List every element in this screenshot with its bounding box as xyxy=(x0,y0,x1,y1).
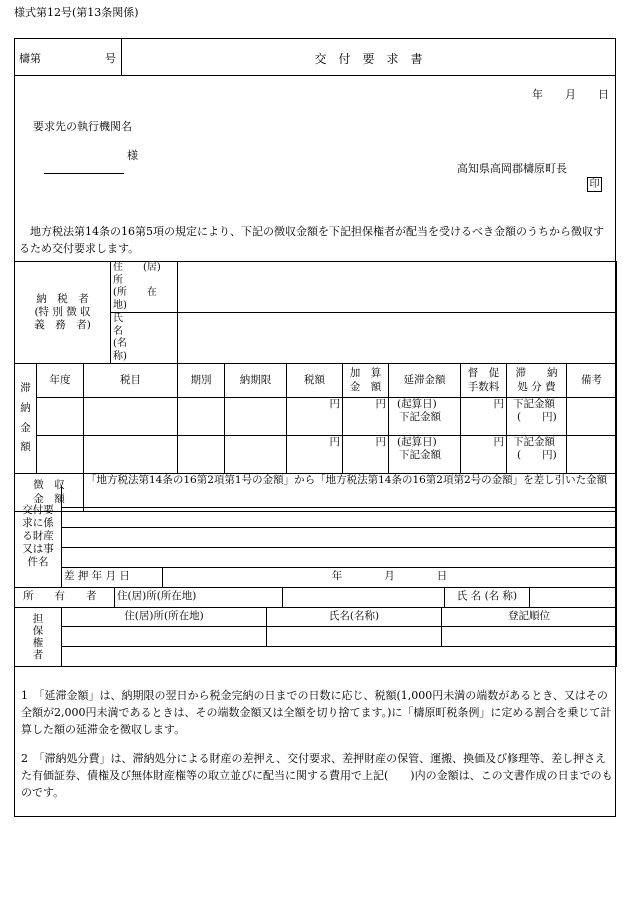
owner-label: 所 有 者 xyxy=(15,587,115,607)
arrears-row xyxy=(15,398,617,436)
below-amount-label: 下記金額 xyxy=(513,436,556,448)
note-2: 2 「滞納処分費」は、滞納処分による財産の差押え、交付要求、差押財産の保管、運搬、換価及び修理等、差し押さえた有価証券、債権及び無体財産権等の取立並びに配当に関する費用で上記( )内の金額は、この文書作成の日までのものです。 xyxy=(21,752,613,800)
doc-number-suffix: 号 xyxy=(105,52,116,65)
holder-name-cell[interactable] xyxy=(267,626,442,646)
below-amount-label: 下記金額 xyxy=(399,411,442,424)
owner-address-label: 住(居)所(所在地) xyxy=(115,587,283,607)
recipient-name-line xyxy=(44,159,124,174)
holder-address-cell[interactable] xyxy=(62,626,267,646)
below-amount-label: 下記金額 xyxy=(399,449,442,462)
col-due-date: 納期限 xyxy=(225,364,287,398)
seal-mark: 印 xyxy=(587,177,602,192)
start-date-label: (起算日) xyxy=(397,398,437,410)
property-line[interactable] xyxy=(62,527,617,547)
cell-additional-amount[interactable] xyxy=(343,436,389,474)
cell-due-date[interactable] xyxy=(225,398,287,436)
yen-unit: 円 xyxy=(375,436,387,448)
document-frame xyxy=(14,38,616,817)
cell-late-fee[interactable] xyxy=(389,436,461,474)
owner-address-value[interactable] xyxy=(283,587,445,607)
cell-fiscal-year[interactable] xyxy=(37,436,84,474)
col-holder-name: 氏名(名称) xyxy=(267,608,442,626)
taxpayer-address-label: 住 (居) 所 (所 在 地) xyxy=(111,262,178,313)
cell-fiscal-year[interactable] xyxy=(37,398,84,436)
seizure-date-value[interactable]: 年 月 日 xyxy=(163,567,617,587)
cell-period[interactable] xyxy=(178,398,225,436)
yen-unit: 円 xyxy=(493,436,505,448)
security-holders-table xyxy=(14,608,617,667)
collection-label: 徴 収 金 額 xyxy=(15,474,84,512)
cell-tax-item[interactable] xyxy=(84,436,178,474)
yen-unit: 円 xyxy=(329,398,341,410)
col-fiscal-year: 年度 xyxy=(37,364,84,398)
taxpayer-address-value[interactable] xyxy=(178,262,617,313)
header-row xyxy=(15,39,615,76)
taxpayer-label: 納 税 者 (特 別 徴 収 義 務 者) xyxy=(15,262,111,364)
cell-additional-amount[interactable] xyxy=(343,398,389,436)
cell-tax-item[interactable] xyxy=(84,398,178,436)
document-title: 交 付 要 求 書 xyxy=(314,52,423,66)
cell-reminder-fee[interactable] xyxy=(461,398,507,436)
seizure-date-label: 差 押 年 月 日 xyxy=(62,567,163,587)
col-additional-amount: 加 算 金 額 xyxy=(343,364,389,398)
cell-late-fee[interactable] xyxy=(389,398,461,436)
owner-name-label: 氏 名 (名 称) xyxy=(445,587,530,607)
intro-text: 地方税法第14条の16第5項の規定により、下記の徴収金額を下記担保権者が配当を受けるべき金額のうちから徴収するため交付要求します。 xyxy=(19,225,604,256)
cell-due-date[interactable] xyxy=(225,436,287,474)
doc-number-cell xyxy=(15,39,122,75)
paren-yen-label: ( 円) xyxy=(517,411,557,424)
col-tax-amount: 税額 xyxy=(287,364,343,398)
property-label: 交付要 求に係 る財産 又は事 件名 xyxy=(15,487,62,587)
arrears-row xyxy=(15,436,617,474)
taxpayer-name-label: 氏 名 (名 称) xyxy=(111,313,178,364)
collection-text: 「地方税法第14条の16第2項第1号の金額」から「地方税法第14条の16第2項第2号の金額」を差し引いた金額 xyxy=(84,474,617,512)
col-disposition-cost: 滞 納 処 分 費 xyxy=(507,364,567,398)
below-amount-label: 下記金額 xyxy=(513,398,556,410)
property-line[interactable] xyxy=(62,507,617,527)
col-period: 期別 xyxy=(178,364,225,398)
yen-unit: 円 xyxy=(329,436,341,448)
cell-tax-amount[interactable] xyxy=(287,398,343,436)
property-line[interactable] xyxy=(62,547,617,567)
yen-unit: 円 xyxy=(375,398,387,410)
taxpayer-arrears-table xyxy=(14,261,617,512)
start-date-label: (起算日) xyxy=(397,436,437,448)
taxpayer-name-value[interactable] xyxy=(178,313,617,364)
form-number: 様式第12号(第13条関係) xyxy=(14,6,139,19)
col-reminder-fee: 督 促 手数料 xyxy=(461,364,507,398)
cell-remarks[interactable] xyxy=(567,398,617,436)
holder-extra-line[interactable] xyxy=(62,646,617,666)
property-line[interactable] xyxy=(62,487,617,507)
recipient-label: 要求先の執行機関名 xyxy=(33,120,132,133)
doc-number-label: 檮第 xyxy=(19,52,41,65)
yen-unit: 円 xyxy=(493,398,505,410)
sender-name: 高知県高岡郡檮原町長 xyxy=(457,162,567,175)
paren-yen-label: ( 円) xyxy=(517,449,557,462)
cell-disposition-cost[interactable] xyxy=(507,398,567,436)
col-remarks: 備考 xyxy=(567,364,617,398)
cell-tax-amount[interactable] xyxy=(287,436,343,474)
cell-reminder-fee[interactable] xyxy=(461,436,507,474)
property-table xyxy=(14,487,617,608)
cell-period[interactable] xyxy=(178,436,225,474)
col-tax-item: 税目 xyxy=(84,364,178,398)
holder-rank-cell[interactable] xyxy=(442,626,617,646)
security-holders-label: 担 保 権 者 xyxy=(15,608,62,666)
date-line: 年 月 日 xyxy=(532,88,609,101)
recipient-honorific: 様 xyxy=(127,149,138,162)
note-1: 1 「延滞金額」は、納期限の翌日から税金完納の日までの日数に応じ、税額(1,000円未満の端数があるとき、又はその全額が2,000円未満であるときは、その端数金額又は全額を切り捨てます。)に「檮原町税条例」に定める割合を乗じて計算した額の延滞金を徴収します。 xyxy=(21,689,612,737)
arrears-side-label: 滞 納 金 額 xyxy=(15,364,37,474)
col-holder-address: 住(居)所(所在地) xyxy=(62,608,267,626)
cell-disposition-cost[interactable] xyxy=(507,436,567,474)
cell-remarks[interactable] xyxy=(567,436,617,474)
owner-name-value[interactable] xyxy=(530,587,617,607)
col-registration-rank: 登記順位 xyxy=(442,608,617,626)
col-late-fee: 延滞金額 xyxy=(389,364,461,398)
